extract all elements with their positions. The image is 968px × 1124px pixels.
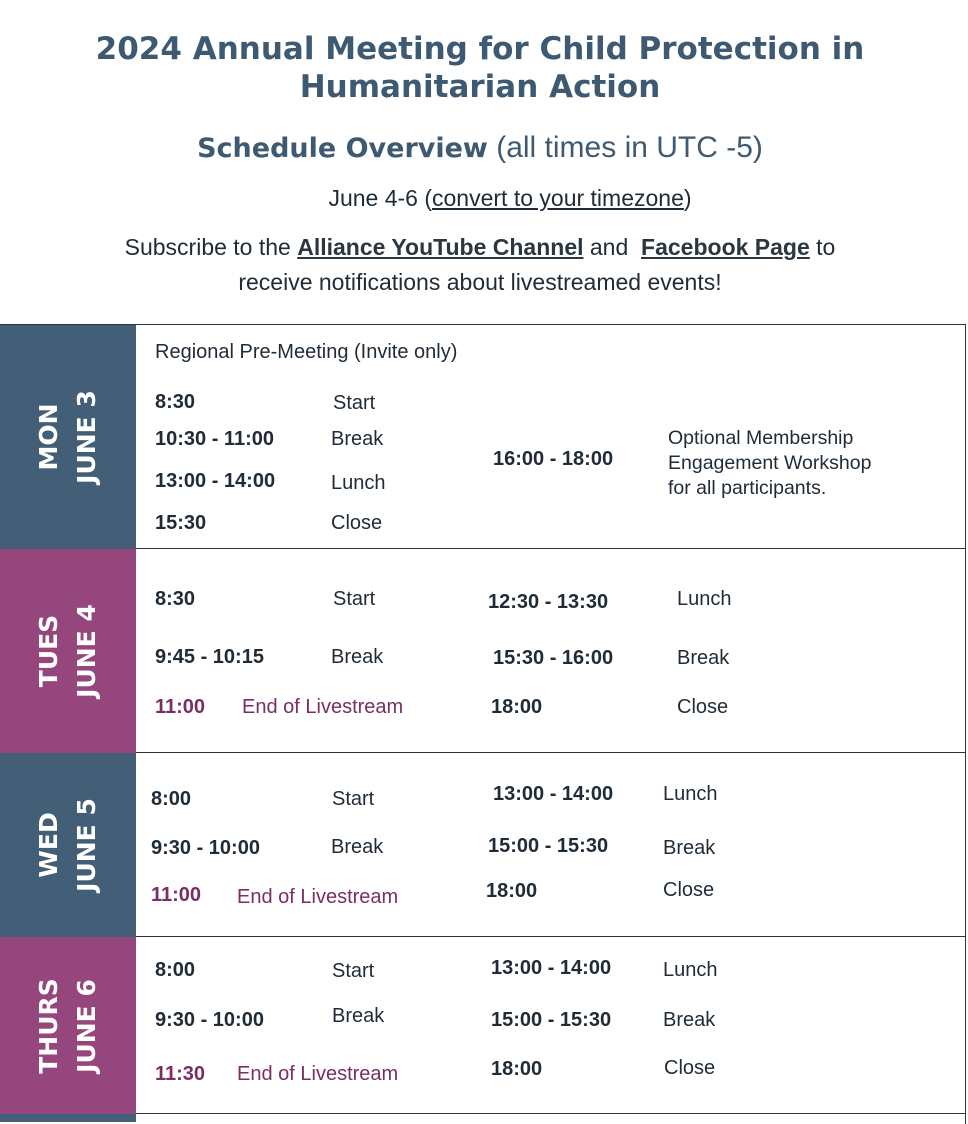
event-time: 15:00 - 15:30 [488,835,609,857]
event-name: Lunch [663,783,718,805]
workshop-desc-line: for all participants. [668,477,827,499]
event-time: 12:30 - 13:30 [488,591,609,613]
event-time: 15:30 - 16:00 [493,647,614,669]
day-label-thursday [30,978,106,1074]
youtube-channel-link[interactable]: Alliance YouTube Channel [297,234,584,260]
day-label-wednesday [30,798,106,892]
day-date: JUNE 3 [72,390,101,484]
page-header [0,0,968,324]
event-name: Lunch [677,588,732,610]
day-bar-tuesday [0,549,136,753]
event-name: Start [332,788,375,810]
event-name: Close [677,696,729,718]
event-time: 8:30 [155,588,196,610]
event-time: 18:00 [486,880,538,902]
day-row-tuesday [0,549,966,753]
title-line-1: 2024 Annual Meeting for Child Protection in [95,31,865,67]
day-name: TUES [34,614,63,688]
event-time: 8:30 [155,391,196,413]
event-time: 18:00 [491,1058,543,1080]
day-name: MON [34,403,63,471]
event-name: Close [663,879,715,901]
event-time: 13:00 - 14:00 [493,783,614,805]
event-time: 18:00 [491,696,543,718]
event-name: Break [332,1005,385,1027]
livestream-end-label: End of Livestream [242,696,404,718]
livestream-end-time: 11:00 [151,884,202,906]
livestream-end-time: 11:30 [155,1063,206,1085]
event-time: 15:00 - 15:30 [491,1009,612,1031]
livestream-end-label: End of Livestream [237,886,399,908]
day-name: WED [34,812,63,878]
dates-suffix: ) [683,185,692,211]
event-name: Start [333,588,376,610]
day-label-tuesday [30,604,106,698]
event-time: 8:00 [155,959,196,981]
day-bar-wednesday [0,753,136,937]
convert-timezone-link[interactable]: convert to your timezone [432,185,684,211]
subscribe-text [0,230,960,300]
day-name: THURS [34,977,63,1074]
event-name: Break [677,647,730,669]
title-line-2: Humanitarian Action [299,69,661,105]
event-time: 13:00 - 14:00 [155,470,276,492]
day-row-wednesday [0,753,966,937]
subscribe-to: to [816,234,836,260]
event-name: Break [331,428,384,450]
event-name: Break [331,836,384,858]
day-row-thursday [0,937,966,1114]
subtitle-timezone: (all times in UTC -5) [496,131,763,164]
day-bar-monday [0,325,136,549]
event-name: Start [333,392,376,414]
day-bar-thursday [0,937,136,1114]
page-title [0,30,960,106]
event-name: Close [664,1057,716,1079]
row-divider [136,1113,966,1114]
event-time: 9:45 - 10:15 [155,646,264,668]
facebook-page-link[interactable]: Facebook Page [641,234,810,260]
dates-prefix: June 4-6 ( [328,185,433,211]
event-name: Break [331,646,384,668]
day-date: JUNE 4 [72,604,101,698]
event-time: 15:30 [155,512,207,534]
event-name: Lunch [663,959,718,981]
meeting-dates [0,185,968,212]
event-time: 13:00 - 14:00 [491,957,612,979]
pre-meeting-heading: Regional Pre-Meeting (Invite only) [155,341,458,363]
event-name: Break [663,1009,716,1031]
workshop-desc-line: Engagement Workshop [668,452,872,474]
subscribe-prefix: Subscribe to the [124,234,291,260]
event-time: 9:30 - 10:00 [151,837,260,859]
schedule-subtitle [0,131,960,165]
event-name: Break [663,837,716,859]
workshop-description [668,426,871,501]
event-time: 9:30 - 10:00 [155,1009,264,1031]
livestream-end-label: End of Livestream [237,1063,399,1085]
subtitle-bold: Schedule Overview [197,133,488,164]
day-date: JUNE 5 [72,798,101,892]
livestream-end-time: 11:00 [155,696,206,718]
day-row-monday [0,325,966,549]
next-day-bar-stub [0,1114,136,1122]
event-name: Close [331,512,383,534]
day-date: JUNE 6 [72,978,101,1073]
subscribe-line-2: receive notifications about livestreamed events! [238,269,722,295]
event-time: 10:30 - 11:00 [155,428,274,450]
workshop-desc-line: Optional Membership [668,427,854,449]
event-name: Lunch [331,472,386,494]
event-time: 8:00 [151,788,192,810]
event-name: Start [332,960,375,982]
subscribe-and: and [589,234,629,260]
day-label-monday [30,390,106,484]
workshop-time: 16:00 - 18:00 [493,448,614,470]
